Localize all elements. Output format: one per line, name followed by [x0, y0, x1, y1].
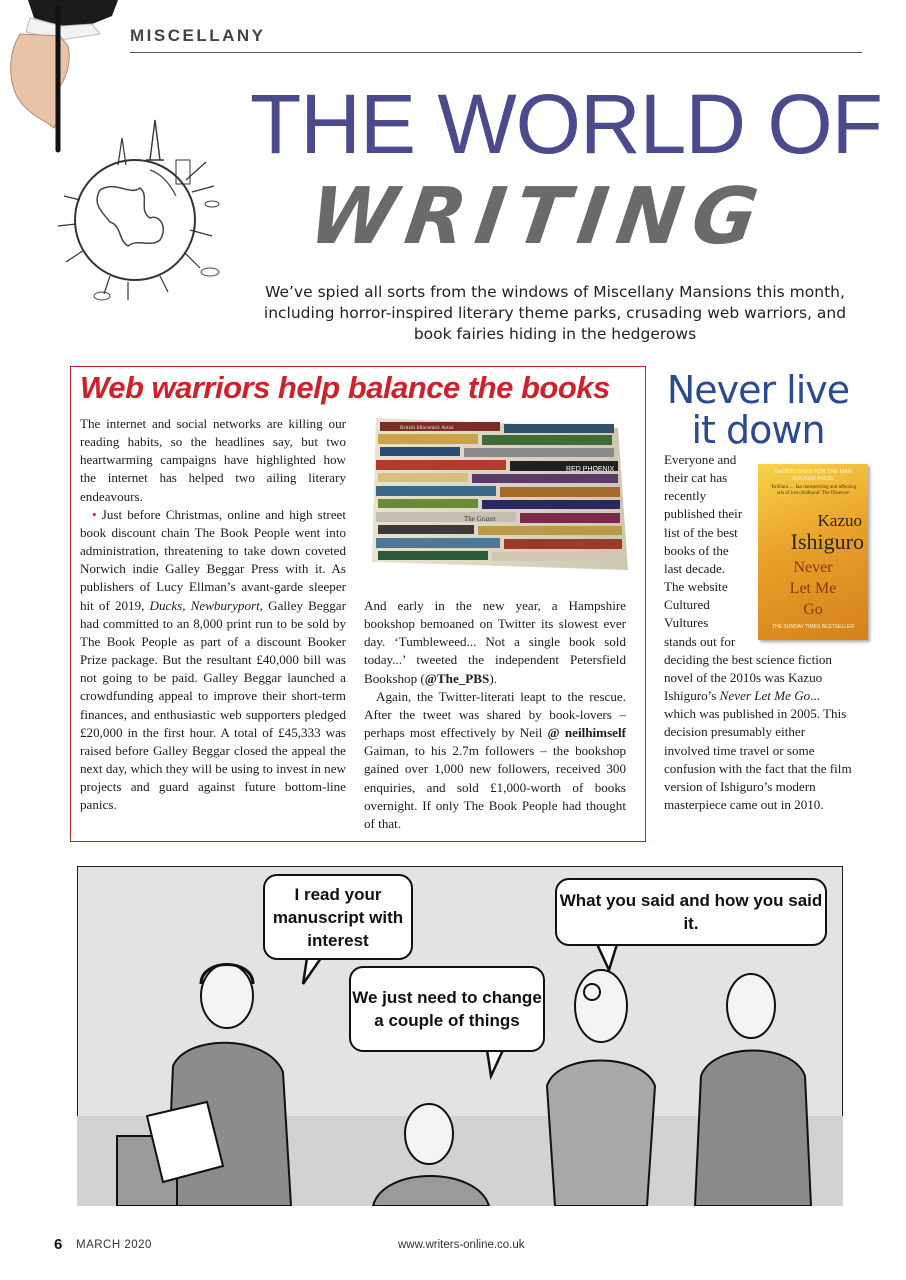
article-paragraph: [80, 506, 346, 815]
paragraph-text: And early in the new year, a Hampshire bookshop bemoaned on Twitter its slowest ever day. ‘Tumbleweed... Not a single book sold today...’ tweeted the independent Petersfield Bookshop (: [364, 598, 626, 686]
book-spine-label: RED PHOENIX: [566, 466, 615, 473]
book-spine-label: The Grazer: [464, 515, 496, 523]
book-stack-photo: [370, 412, 630, 580]
paragraph-text: ... which was published in 2005. This decision presumably either involved time travel or some confusion with the fact that the film version of Ishiguro’s modern masterpiece came out in 2010.: [664, 688, 852, 812]
cover-bestseller-text: THE SUNDAY TIMES BESTSELLER: [772, 624, 854, 630]
cover-title-line: Let Me: [789, 580, 837, 597]
web-warriors-headline: Web warriors help balance the books: [80, 370, 610, 405]
paragraph-text: Again, the Twitter-literati leapt to the rescue. After the tweet was shared by book-lovers – perhaps most effectively by Neil: [364, 688, 626, 741]
book-spine-label: British Idiocentric Artist: [400, 425, 454, 431]
twitter-handle: @ neilhimself: [547, 725, 626, 741]
section-divider: [130, 52, 862, 53]
bullet-icon: •: [92, 506, 97, 522]
cover-title-line: Never: [793, 559, 833, 576]
paragraph-text: The internet and social networks are killing our reading habits, so the headlines say, but two heartwarming campaigns have highlighted how the internet has helped two ailing literary endeavours.: [80, 416, 346, 504]
hand-drawing-globe-illustration: [0, 0, 240, 310]
website-url: www.writers-online.co.uk: [398, 1239, 525, 1251]
editor-cartoon: [77, 866, 843, 1206]
never-live-headline: Never live it down: [666, 368, 850, 452]
paragraph-text: , Galley Beggar had committed to an 8,000 print run to be sold by The Book People as part of a discount Booker Prize package. But the resultant £40,000 bill was not going to be paid. Galley Beggar launched a crowdfunding appeal to improve their short-term finances, and enthusiastic web supporters pledged £20,000 in the first hour. A total of £45,333 was raised before Galley Beggar closed the appeal the next day, which they will be using to invest in new projects and guard against future bottom-line panics.: [80, 597, 346, 813]
speech-bubble-change: We just need to change a couple of things: [349, 966, 545, 1052]
paragraph-text: ).: [489, 670, 497, 686]
paragraph-text: Gaiman, to his 2.7m followers – the bookshop gained over 1,000 new followers, received 300 enquiries, and sold £1,000-worth of books overnight. If only The Book People had thought of that.: [364, 743, 626, 831]
standfirst: We’ve spied all sorts from the windows of Miscellany Mansions this month, including horror-inspired literary theme parks, crusading web warriors, and book fairies hiding in the hedgerows: [263, 283, 847, 343]
twitter-handle: @The_PBS: [424, 670, 490, 686]
web-warriors-column-2: [364, 597, 626, 833]
article-paragraph: [364, 597, 626, 688]
speech-bubble-what-you-said: What you said and how you said it.: [555, 878, 827, 946]
cover-shortlist-text: SHORTLISTED FOR THE MAN BOOKER PRIZE: [774, 469, 852, 482]
page-number: 6: [54, 1236, 63, 1253]
book-cover-never-let-me-go: [758, 464, 868, 640]
book-title: Never Let Me Go: [719, 688, 811, 704]
paragraph-text: Everyone and their cat has recently published their list of the best books of the last decade. The website Cultured Vultures stands out for deciding the best science fiction novel of the 2010s was Kazuo Ishiguro’s: [664, 452, 832, 704]
cover-author-last: Ishiguro: [790, 529, 864, 554]
title-line-2: WRITING: [303, 172, 773, 262]
cover-author-first: Kazuo: [817, 511, 862, 530]
book-title: Ducks, Newburyport: [149, 597, 260, 613]
section-label: MISCELLANY: [130, 26, 266, 45]
issue-date: MARCH 2020: [76, 1239, 152, 1251]
title-line-1: THE WORLD OF: [250, 77, 882, 171]
article-paragraph: [364, 688, 626, 833]
cover-review-quote: ‘Brilliant … Ian mesmerising and affecting tale of lost childhood’ The Observer: [769, 485, 857, 496]
article-paragraph: [80, 415, 346, 506]
cover-title-line: Go: [803, 601, 823, 618]
paragraph-text: Just before Christmas, online and high street book discount chain The Book People went into administration, threatening to take down coveted Norwich indie Galley Beggar Press with it. As publishers of Lucy Ellman’s avant-garde sleeper hit of 2019,: [80, 506, 346, 613]
speech-bubble-manuscript: I read your manuscript with interest: [263, 874, 413, 960]
web-warriors-column-1: [80, 415, 346, 814]
